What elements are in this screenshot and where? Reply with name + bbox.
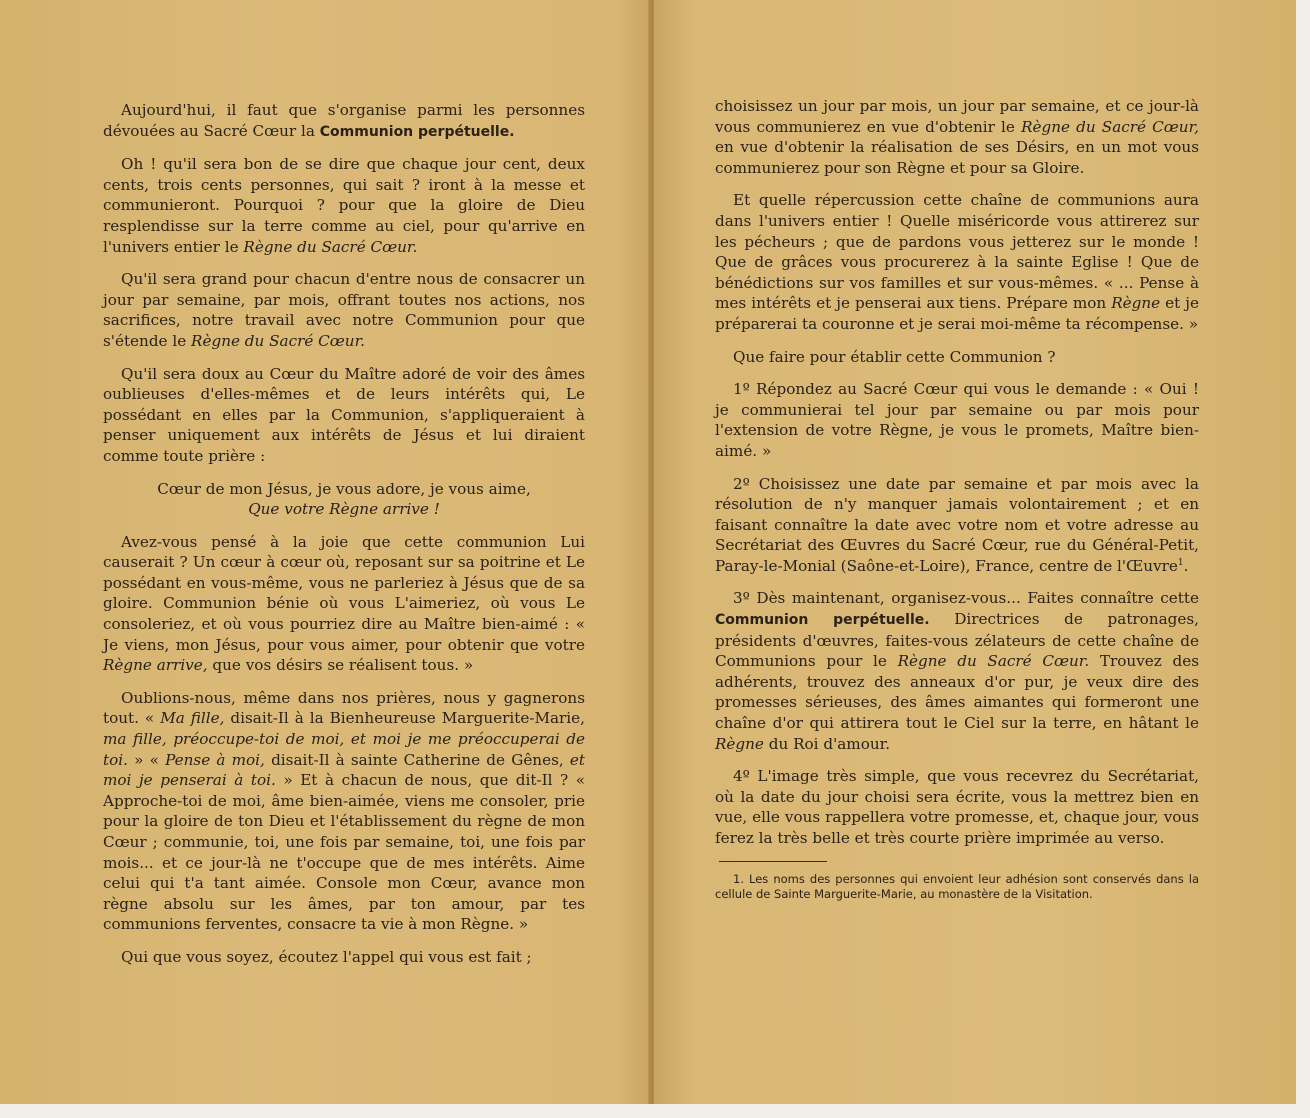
text-run: du Roi d'amour.	[763, 734, 891, 753]
italic-term: Ma fille,	[160, 709, 225, 728]
text-run: .	[1183, 556, 1189, 575]
footnote-rule	[719, 861, 827, 862]
text-run: Avez-vous pensé à la joie que cette communion Lui causerait ? Un cœur à cœur où, reposant sur sa poitrine et Le possédant en vous-même, vous ne parleriez à Jésus que de sa gloire. Communion bénie où vous L'aimeriez, où vous Le consoleriez, et où vous pourriez dire au Maître bien-aimé : « Je viens, mon Jésus, pour vous aimer, pour obtenir que votre	[103, 532, 585, 654]
text-run: et je préparerai ta couronne et je serai moi-même ta récompense. »	[715, 294, 1200, 333]
italic-term: Pense à moi,	[165, 750, 265, 769]
paragraph	[715, 766, 1199, 848]
footnote-marker: 1	[1177, 557, 1184, 568]
italic-term: ma fille, préoccupe-toi de moi, et moi je me préoccuperai de toi.	[103, 730, 585, 769]
text-run: Oublions-nous, même dans nos prières, nous y gagnerons tout. «	[103, 688, 585, 728]
prayer-line: Que votre Règne arrive !	[248, 500, 440, 519]
text-run: Qui que vous soyez, écoutez l'appel qui vous est fait ;	[121, 947, 532, 966]
footnote: 1. Les noms des personnes qui envoient leur adhésion sont conservés dans la cellule de Sainte Marguerite-Marie, au monastère de la Visitation.	[715, 871, 1199, 902]
text-run: Aujourd'hui, il faut que s'organise parmi les personnes dévouées au Sacré Cœur la	[103, 101, 585, 140]
text-run: » «	[127, 750, 166, 769]
paragraph	[103, 947, 585, 968]
text-run: Que faire pour établir cette Communion ?	[733, 347, 1056, 366]
italic-term: Règne du Sacré Cœur.	[243, 237, 418, 256]
italic-term: et moi je penserai à toi.	[103, 750, 585, 790]
text-run: Directrices de patronages, présidents d'œuvres, faites-vous zélateurs de cette chaîne de Communions pour le	[715, 610, 1199, 671]
bold-term: Communion perpétuelle.	[319, 123, 515, 140]
paragraph	[103, 532, 585, 676]
text-run: disait-Il à la Bienheureuse Marguerite-Marie,	[224, 709, 585, 728]
text-run: Oh ! qu'il sera bon de se dire que chaque jour cent, deux cents, trois cents personnes, qui sait ? iront à la messe et communieront. Pourquoi ? pour que la gloire de Dieu resplendisse sur la terre comme au ciel, pour qu'arrive en l'univers entier le	[103, 155, 585, 256]
paragraph	[715, 96, 1199, 178]
text-run: Qu'il sera doux au Cœur du Maître adoré de voir des âmes oublieuses d'elles-mêmes et de leurs intérêts qui, Le possédant en elles par la Communion, s'appliqueraient à penser uniquement aux intérêts de Jésus et lui diraient comme toute prière :	[103, 364, 585, 465]
paragraph	[103, 688, 585, 935]
text-run: 4º L'image très simple, que vous recevrez du Secrétariat, où la date du jour choisi sera écrite, vous la mettrez bien en vue, elle vous rappellera votre promesse, et, chaque jour, vous ferez la très belle et très courte prière imprimée au verso.	[715, 767, 1199, 847]
italic-term: Règne du Sacré Cœur.	[897, 652, 1090, 671]
text-run: que vos désirs se réalisent tous. »	[207, 656, 474, 675]
left-page-text	[103, 100, 585, 980]
right-page-text	[715, 96, 1199, 903]
paragraph	[715, 190, 1199, 334]
italic-term: Règne	[715, 734, 764, 753]
paragraph	[103, 364, 585, 467]
italic-term: Règne	[1111, 294, 1161, 313]
paragraph	[715, 588, 1199, 754]
text-run: choisissez un jour par mois, un jour par semaine, et ce jour-là vous communierez en vue d'obtenir le	[715, 97, 1199, 136]
paragraph	[715, 379, 1199, 461]
text-run: Trouvez des adhérents, trouvez des anneaux d'or pur, je veux dire des promesses sérieuses, des âmes aimantes qui formeront une chaîne d'or qui attirera tout le Ciel sur la terre, en hâtant le	[715, 652, 1199, 733]
paragraph	[103, 154, 585, 257]
italic-term: Règne du Sacré Cœur.	[191, 331, 365, 350]
paragraph	[715, 347, 1199, 368]
text-run: 1º Répondez au Sacré Cœur qui vous le demande : « Oui ! je communierai tel jour par semaine ou par mois pour l'extension de votre Règne, je vous le promets, Maître bien-aimé. »	[715, 380, 1199, 460]
text-run: disait-Il à sainte Catherine de Gênes,	[264, 750, 570, 769]
italic-term: Règne du Sacré Cœur,	[1021, 117, 1199, 136]
text-run: 3º Dès maintenant, organisez-vous... Faites connaître cette	[733, 589, 1199, 608]
prayer	[103, 479, 585, 520]
text-run: en vue d'obtenir la réalisation de ses Désirs, en un mot vous communierez pour son Règne et pour sa Gloire.	[715, 138, 1199, 177]
paragraph	[103, 269, 585, 351]
text-run: Qu'il sera grand pour chacun d'entre nous de consacrer un jour par semaine, par mois, offrant toutes nos actions, nos sacrifices, notre travail avec notre Communion pour que s'étende le	[103, 270, 585, 350]
text-run: Et quelle répercussion cette chaîne de communions aura dans l'univers entier ! Quelle miséricorde vous attirerez sur les pécheurs ; que de pardons vous jetterez sur le monde ! Que de grâces vous procurerez à la sainte Eglise ! Que de bénédictions sur vos familles et sur vous-mêmes. « ... Pense à mes intérêts et je penserai aux tiens. Prépare mon	[715, 191, 1199, 313]
prayer-line: Cœur de mon Jésus, je vous adore, je vous aime,	[157, 479, 531, 498]
text-run: 2º Choisissez une date par semaine et par mois avec la résolution de n'y manquer jamais volontairement ; et en faisant connaître la date avec votre nom et votre adresse au Secrétariat des Œuvres du Sacré Cœur, rue du Général-Petit, Paray-le-Monial (Saône-et-Loire), France, centre de l'Œuvre	[715, 474, 1199, 575]
scan-margin	[1296, 0, 1310, 1104]
paragraph	[103, 100, 585, 142]
text-run: » Et à chacun de nous, que dit-Il ? « Approche-toi de moi, âme bien-aimée, viens me consoler, prie pour la gloire de ton Dieu et l'établissement du règne de mon Cœur ; communie, toi, une fois par semaine, toi, une fois par mois... et ce jour-là ne t'occupe que de mes intérêts. Aime celui qui t'a tant aimée. Console mon Cœur, avance mon règne absolu sur les âmes, par ton amour, par tes communions ferventes, consacre ta vie à mon Règne. »	[103, 771, 586, 934]
italic-term: Règne arrive,	[103, 656, 208, 675]
paragraph	[715, 474, 1199, 577]
bold-term: Communion perpétuelle.	[715, 612, 930, 629]
